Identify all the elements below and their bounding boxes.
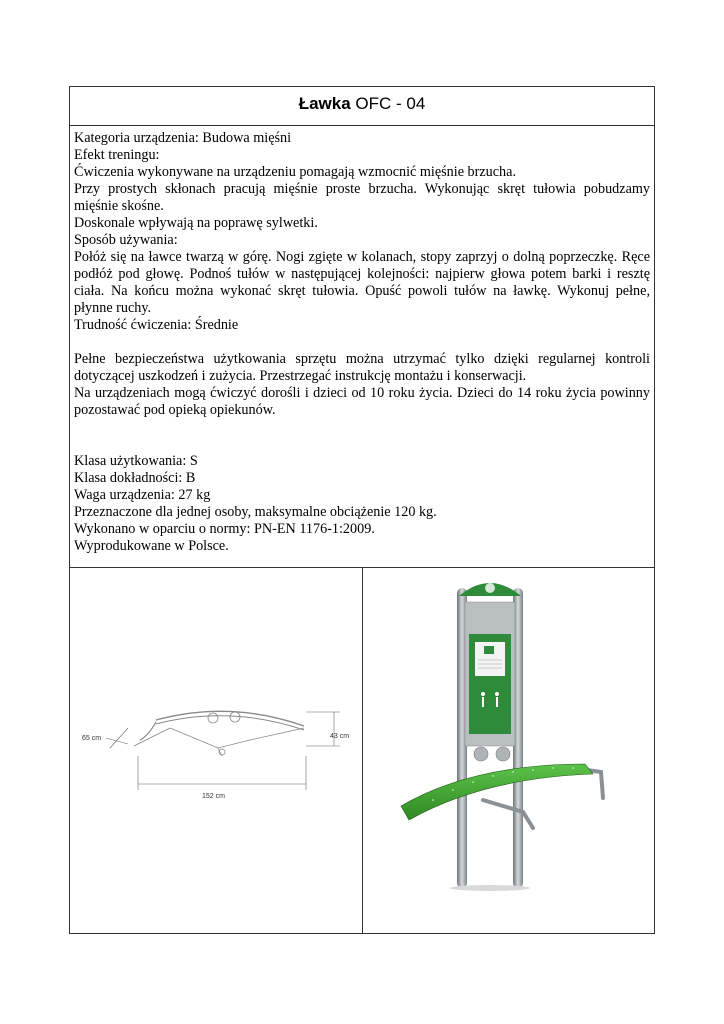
spec-norm: Wykonano w oparciu o normy: PN-EN 1176-1:2009. <box>74 521 375 537</box>
logo-icon <box>485 583 495 593</box>
effect-line-2: Przy prostych skłonach pracują mięśnie proste brzucha. Wykonując skręt tułowia pobudzamy mięśnie skośne. <box>74 181 650 214</box>
technical-drawing <box>70 568 362 933</box>
spec-usage-class: Klasa użytkowania: S <box>74 453 198 469</box>
dim-height-right-label: 43 cm <box>330 733 350 740</box>
effect-heading: Efekt treningu: <box>74 147 160 163</box>
title-rest: OFC - 04 <box>350 94 426 113</box>
product-photo-cell <box>363 568 655 933</box>
category-line: Kategoria urządzenia: Budowa mięśni <box>74 130 292 146</box>
safety-text-2: Na urządzeniach mogą ćwiczyć dorośli i dzieci od 10 roku życia. Dzieci do 14 roku życia powinny pozostawać pod opieką opiekunów. <box>74 385 650 418</box>
usage-text: Połóż się na ławce twarzą w górę. Nogi zgięte w kolanach, stopy zaprzyj o dolną poprzeczkę. Ręce podłóż pod głowę. Podnoś tułów w następującej kolejności: najpierw głowa potem barki i resztę ciała. Na końcu można wykonać skręt tułowia. Opuść powoli tułów na ławkę. Wykonuj pełne, płynne ruchy. <box>74 249 650 316</box>
safety-text-1: Pełne bezpieczeństwa użytkowania sprzętu można utrzymać tylko dzięki regularnej kontroli dotyczącej uszkodzeń i zużycia. Przestrzegać instrukcję montażu i konserwacji. <box>74 351 650 384</box>
title-bold: Ławka <box>298 94 351 113</box>
usage-heading: Sposób używania: <box>74 232 178 248</box>
images-row <box>70 568 654 933</box>
technical-drawing-cell <box>70 568 363 933</box>
effect-line-1: Ćwiczenia wykonywane na urządzeniu pomagają wzmocnić mięśnie brzucha. <box>74 164 516 180</box>
dim-height-left-label: 65 cm <box>82 735 102 742</box>
difficulty-line: Trudność ćwiczenia: Średnie <box>74 317 239 333</box>
product-render <box>363 568 655 933</box>
spec-accuracy-class: Klasa dokładności: B <box>74 470 196 486</box>
product-sheet <box>69 86 655 934</box>
spec-origin: Wyprodukowane w Polsce. <box>74 538 229 554</box>
effect-line-3: Doskonale wpływają na poprawę sylwetki. <box>74 215 318 231</box>
bench-seat <box>401 764 593 820</box>
spec-capacity: Przeznaczone dla jednej osoby, maksymalne obciążenie 120 kg. <box>74 504 437 520</box>
title-row <box>70 87 654 126</box>
description-section <box>70 126 654 568</box>
dim-length-label: 152 cm <box>202 793 225 800</box>
page-title <box>299 94 426 113</box>
spec-weight: Waga urządzenia: 27 kg <box>74 487 211 503</box>
